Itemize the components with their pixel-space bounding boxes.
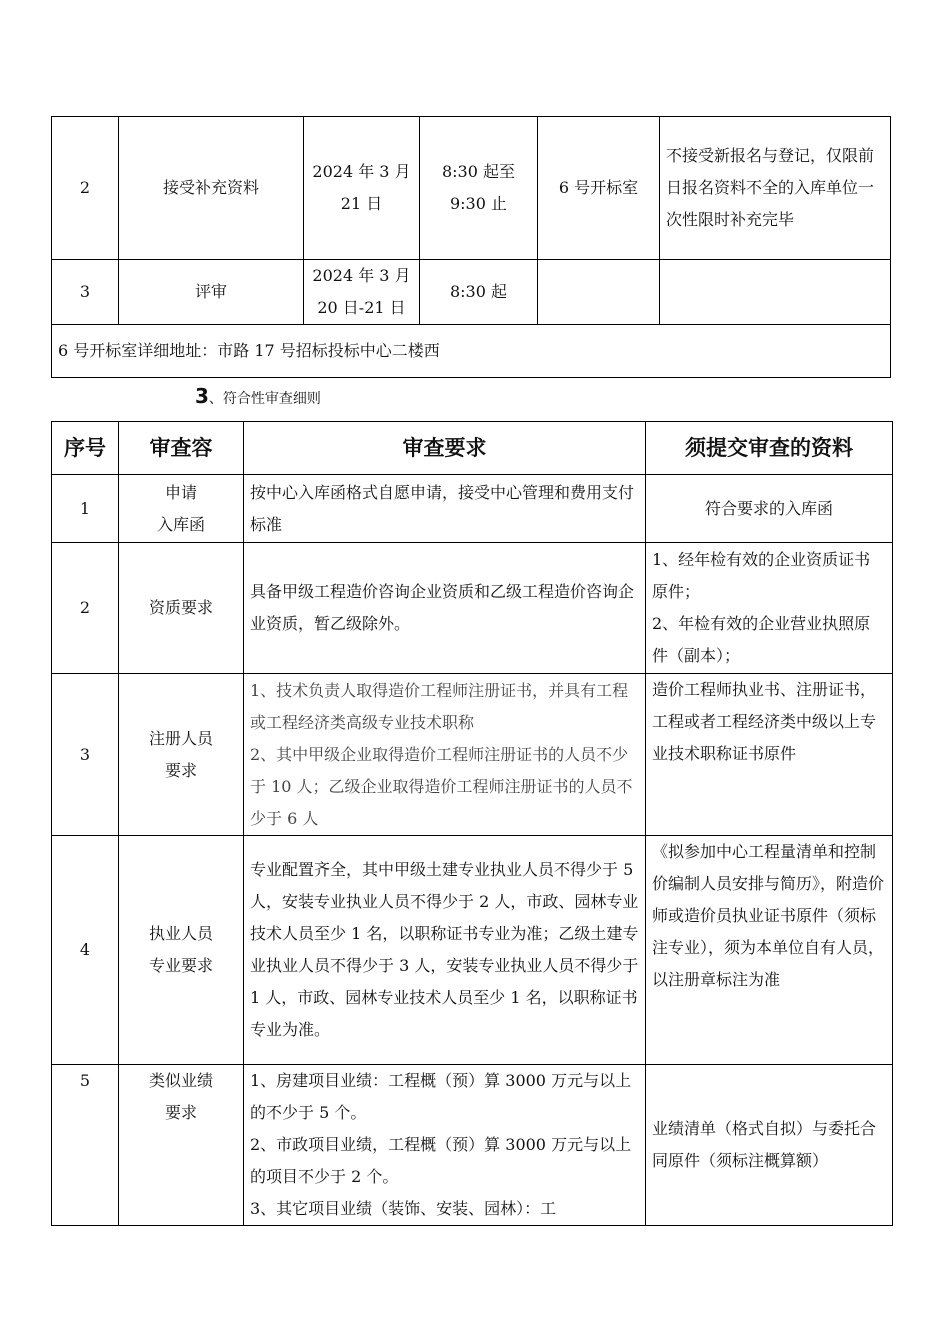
date-line: 2024 年 3 月 bbox=[312, 266, 411, 285]
row-number: 4 bbox=[52, 836, 119, 1065]
review-requirement: 具备甲级工程造价咨询企业资质和乙级工程造价咨询企业资质，暂乙级除外。 bbox=[244, 543, 646, 674]
schedule-note bbox=[660, 260, 891, 325]
date-line: 20 日-21 日 bbox=[317, 298, 406, 317]
time-line: 8:30 起至 bbox=[441, 162, 516, 181]
review-item bbox=[119, 836, 244, 1065]
row-number: 5 bbox=[52, 1065, 119, 1226]
schedule-date bbox=[304, 117, 420, 260]
row-number: 2 bbox=[52, 543, 119, 674]
table-row bbox=[52, 836, 893, 1065]
review-item bbox=[119, 1065, 244, 1226]
row-number: 3 bbox=[52, 260, 119, 325]
item-line: 要求 bbox=[164, 760, 197, 780]
item-line: 入库函 bbox=[156, 514, 205, 534]
schedule-place: 6 号开标室 bbox=[538, 117, 660, 260]
schedule-item: 评审 bbox=[119, 260, 304, 325]
review-materials: 业绩清单（格式自拟）与委托合同原件（须标注概算额） bbox=[646, 1065, 893, 1226]
schedule-table bbox=[51, 116, 891, 378]
requirement-line: 1、技术负责人取得造价工程师注册证书，并具有工程或工程经济类高级专业技术职称 bbox=[250, 680, 629, 732]
schedule-time bbox=[420, 117, 538, 260]
section-heading bbox=[195, 382, 321, 413]
review-item: 资质要求 bbox=[119, 543, 244, 674]
review-materials: 《拟参加中心工程量清单和控制价编制人员安排与简历》，附造价师或造价员执业证书原件（须标注专业），须为本单位自有人员，以注册章标注为准 bbox=[646, 836, 893, 1065]
item-line: 要求 bbox=[164, 1103, 197, 1122]
header-row bbox=[52, 422, 893, 475]
schedule-date bbox=[304, 260, 420, 325]
row-number: 1 bbox=[52, 475, 119, 543]
review-requirement bbox=[244, 674, 646, 836]
table-row bbox=[52, 543, 893, 674]
header-no: 序号 bbox=[52, 422, 119, 475]
header-requirement: 审查要求 bbox=[244, 422, 646, 475]
item-line: 执业人员 bbox=[148, 924, 213, 943]
review-materials: 造价工程师执业书、注册证书，工程或者工程经济类中级以上专业技术职称证书原件 bbox=[646, 674, 893, 836]
address-note: 6 号开标室详细地址：市路 17 号招标投标中心二楼西 bbox=[52, 325, 891, 378]
row-number: 2 bbox=[52, 117, 119, 260]
item-line: 申请 bbox=[164, 482, 197, 502]
table-row bbox=[52, 1065, 893, 1226]
review-materials bbox=[646, 543, 893, 674]
schedule-row bbox=[52, 117, 891, 260]
address-row bbox=[52, 325, 891, 378]
requirement-line: 2、市政项目业绩，工程概（预）算 3000 万元与以上的项目不少于 2 个。 bbox=[250, 1135, 632, 1186]
review-requirement bbox=[244, 1065, 646, 1226]
requirement-line: 1、房建项目业绩：工程概（预）算 3000 万元与以上的不少于 5 个。 bbox=[250, 1071, 632, 1122]
header-item: 审查容 bbox=[119, 422, 244, 475]
item-line: 类似业绩 bbox=[148, 1071, 213, 1090]
schedule-place bbox=[538, 260, 660, 325]
date-line: 21 日 bbox=[340, 194, 383, 213]
section-title: 、符合性审查细则 bbox=[208, 391, 321, 407]
review-item bbox=[119, 674, 244, 836]
item-line: 专业要求 bbox=[148, 956, 213, 975]
item-line: 注册人员 bbox=[148, 728, 213, 748]
review-table bbox=[51, 421, 893, 1226]
schedule-time: 8:30 起 bbox=[420, 260, 538, 325]
material-line: 1、经年检有效的企业资质证书原件； bbox=[652, 550, 871, 601]
review-requirement: 专业配置齐全，其中甲级土建专业执业人员不得少于 5 人，安装专业执业人员不得少于 2 人，市政、园林专业技术人员至少 1 名，以职称证书专业为准；乙级土建专业执业人员不得少于 3 人，安装专业执业人员不得少于 1 人，市政、园林专业技术人员至少 1 名，以职称证书专业为准。 bbox=[244, 836, 646, 1065]
section-number: 3 bbox=[195, 384, 209, 408]
material-line: 2、年检有效的企业营业执照原件（副本）； bbox=[652, 614, 871, 665]
schedule-note: 不接受新报名与登记，仅限前日报名资料不全的入库单位一次性限时补充完毕 bbox=[660, 117, 891, 260]
table-row bbox=[52, 475, 893, 543]
review-materials: 符合要求的入库函 bbox=[646, 475, 893, 543]
schedule-row bbox=[52, 260, 891, 325]
table-row bbox=[52, 674, 893, 836]
date-line: 2024 年 3 月 bbox=[312, 162, 411, 181]
review-requirement: 按中心入库函格式自愿申请，接受中心管理和费用支付标准 bbox=[244, 475, 646, 543]
schedule-item: 接受补充资料 bbox=[119, 117, 304, 260]
requirement-line: 2、其中甲级企业取得造价工程师注册证书的人员不少于 10 人；乙级企业取得造价工程师注册证书的人员不少于 6 人 bbox=[250, 744, 633, 828]
header-materials: 须提交审查的资料 bbox=[646, 422, 893, 475]
review-item bbox=[119, 475, 244, 543]
requirement-line: 3、其它项目业绩（装饰、安装、园林）：工 bbox=[250, 1199, 557, 1218]
row-number: 3 bbox=[52, 674, 119, 836]
time-line: 9:30 止 bbox=[449, 194, 508, 213]
